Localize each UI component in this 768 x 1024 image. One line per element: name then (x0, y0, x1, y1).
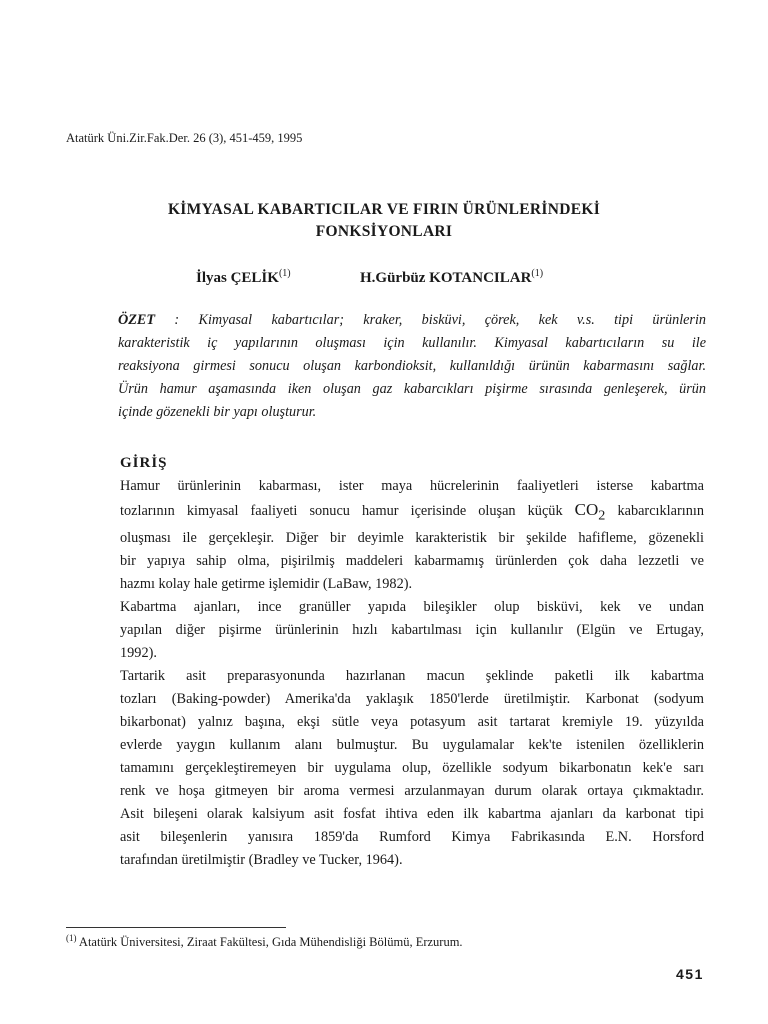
abstract-line: Ürün hamur aşamasında iken oluşan gaz kabarcıkları pişirme sırasında genleşerek, ürün (118, 381, 706, 397)
paragraph-3-line: Tartarik asit preparasyonunda hazırlanan macun şeklinde paketli ilk kabartma (120, 668, 704, 685)
body-text (120, 475, 704, 872)
paragraph-3-line: tarafından üretilmiştir (Bradley ve Tucker, 1964). (120, 852, 403, 869)
author-1-affiliation-mark: (1) (278, 268, 291, 279)
paragraph-3-line: tamamını gerçekleştiremeyen bir uygulama olup, özellikle sodyum bikarbonatın kek'e sarı (120, 760, 704, 777)
abstract-label: ÖZET (118, 312, 156, 328)
paragraph-3-line: bikarbonat) yalnız başına, ekşi sütle veya potasyum asit tartarat kremiyle 19. yüzyılda (120, 714, 704, 731)
author-2: H.Gürbüz KOTANCILAR$^{(1)}$ (360, 268, 544, 286)
paragraph-3-line: evlerde yaygın kullanım alanı bulmuştur. Bu uygulamalar kek'te istenilen özelliklerin (120, 737, 704, 754)
abstract-line: ÖZET : Kimyasal kabartıcılar; kraker, bisküvi, çörek, kek v.s. tipi ürünlerin (118, 312, 706, 328)
journal-reference: Atatürk Üni.Zir.Fak.Der. 26 (3), 451-459, 1995 (66, 131, 303, 145)
title-line-2: FONKSİYONLARI (315, 223, 453, 240)
co2-formula: $CO_2$ (574, 500, 606, 524)
footnote-rule (66, 927, 286, 928)
paragraph-1-line: hazmı kolay hale getirme işlemidir (LaBaw, 1982). (120, 576, 413, 593)
paragraph-1-line: tozlarının kimyasal faaliyeti sonucu hamur içerisinde oluşan küçük $CO_2$ kabarcıklarının (120, 500, 704, 524)
paragraph-1-line: bir yapıya sahip olma, pişirilmiş maddeleri kabarmamış ürünlerden çok daha lezzetli ve (120, 553, 704, 570)
paragraph-2-line: Kabartma ajanları, ince granüller yapıda bileşikler olup bisküvi, kek ve undan (120, 599, 704, 616)
paragraph-1-line: oluşması ile gerçekleşir. Diğer bir deyimle karakteristik bir şekilde hafifleme, gözenekli (120, 530, 704, 547)
abstract-line: içinde gözenekli bir yapı oluşturur. (118, 404, 317, 420)
paragraph-3-line: Asit bileşeni olarak kalsiyum asit fosfat ihtiva eden ilk kabartma ajanları da karbonat tipi (120, 806, 704, 823)
page-number: 451 (676, 966, 704, 982)
abstract-line: reaksiyona girmesi sonucu oluşan karbondioksit, kullanıldığı ürünün kabarmasını sağlar. (118, 358, 706, 374)
paragraph-2-line: 1992). (120, 645, 157, 662)
paragraph-3-line: renk ve hoşa gitmeyen bir aroma vermesi arzulanmayan durum olarak ortaya çıkmaktadır. (120, 783, 704, 800)
paragraph-3-line: tozları (Baking-powder) Amerika'da yaklaşık 1850'lerde üretilmiştir. Karbonat (sodyum (120, 691, 704, 708)
title-line-1: KİMYASAL KABARTICILAR VE FIRIN ÜRÜNLERİNDEKİ (167, 201, 601, 218)
footnote-text: Atatürk Üniversitesi, Ziraat Fakültesi, Gıda Mühendisliği Bölümü, Erzurum. (76, 935, 463, 949)
author-2-affiliation-mark: (1) (531, 268, 544, 279)
abstract (118, 309, 706, 424)
footnote-mark: (1) (66, 933, 77, 943)
paragraph-2-line: yapılan diğer pişirme ürünlerinin hızlı kabartılması için kullanılır (Elgün ve Ertugay, (120, 622, 704, 639)
author-1: İlyas ÇELİK$^{(1)}$ (196, 268, 291, 286)
paragraph-1-line: Hamur ürünlerinin kabarması, ister maya hücrelerinin faaliyetleri isterse kabartma (120, 478, 704, 494)
section-heading-giris: GİRİŞ (120, 455, 168, 471)
abstract-line: karakteristik iç yapılarının oluşması için kullanılır. Kimyasal kabartıcıların su ile (118, 335, 706, 351)
footnote (66, 933, 463, 950)
paper-title (100, 199, 668, 243)
paragraph-3-line: asit bileşenlerin yanısıra 1859'da Rumford Kimya Fabrikasında E.N. Horsford (120, 829, 704, 846)
